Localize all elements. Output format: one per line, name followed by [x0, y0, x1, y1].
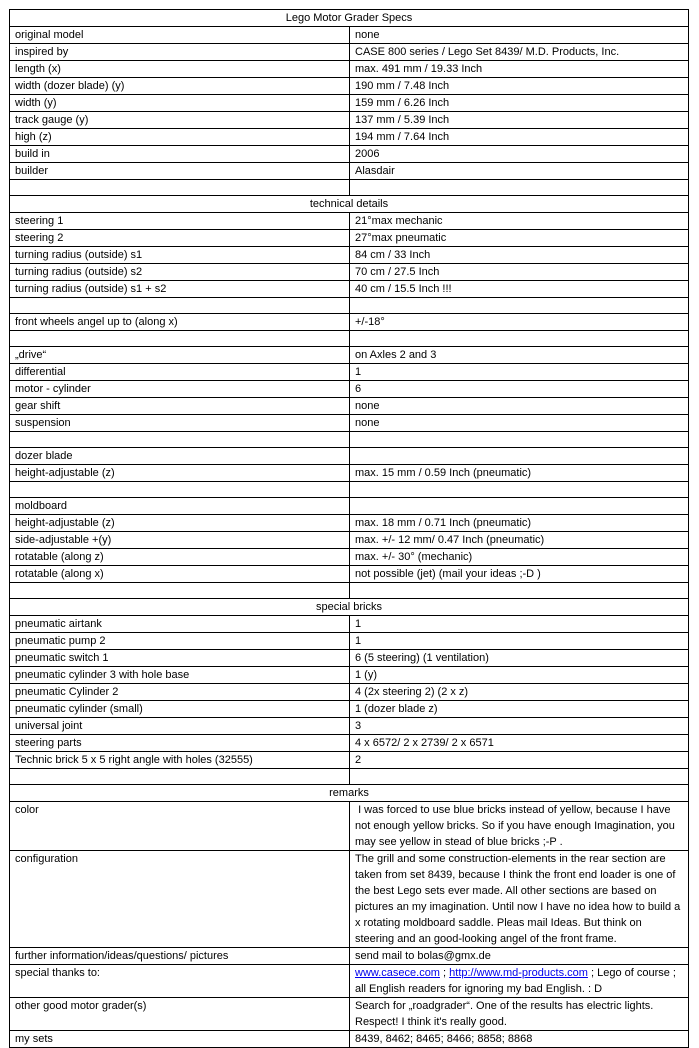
table-row — [10, 347, 689, 364]
row-label: steering parts — [10, 735, 350, 752]
empty-cell — [10, 180, 350, 196]
row-label: turning radius (outside) s1 + s2 — [10, 281, 350, 298]
row-value: 190 mm / 7.48 Inch — [350, 78, 689, 95]
row-label: gear shift — [10, 398, 350, 415]
row-label: my sets — [10, 1031, 350, 1048]
row-value: 27°max pneumatic — [350, 230, 689, 247]
row-value: 1 — [350, 616, 689, 633]
empty-cell — [10, 432, 350, 448]
table-row — [10, 415, 689, 432]
technical-header-row — [10, 196, 689, 213]
row-value: 84 cm / 33 Inch — [350, 247, 689, 264]
row-value: max. 491 mm / 19.33 Inch — [350, 61, 689, 78]
spacer-row — [10, 331, 689, 347]
remark-sets — [10, 1031, 689, 1048]
row-value: 6 — [350, 381, 689, 398]
table-row — [10, 95, 689, 112]
remark-configuration — [10, 851, 689, 948]
color-text: I was forced to use blue bricks instead of yellow, because I have not enough yellow bricks. So if you have enough Imagination, you may see yellow in stead of blue bricks ;-P . — [355, 804, 678, 848]
table-row — [10, 398, 689, 415]
empty-cell — [10, 482, 350, 498]
row-label: color — [10, 802, 350, 851]
other-text: Search for „roadgrader“. One of the results has electric lights. Respect! I think it's really good. — [355, 1000, 654, 1028]
spacer-row — [10, 482, 689, 498]
table-row — [10, 230, 689, 247]
table-row — [10, 616, 689, 633]
table-row — [10, 667, 689, 684]
section-header: technical details — [10, 196, 689, 213]
table-row — [10, 364, 689, 381]
section-header: special bricks — [10, 599, 689, 616]
remark-thanks — [10, 965, 689, 998]
row-value: on Axles 2 and 3 — [350, 347, 689, 364]
row-label: other good motor grader(s) — [10, 998, 350, 1031]
table-row — [10, 566, 689, 583]
spacer-row — [10, 432, 689, 448]
table-row — [10, 515, 689, 532]
row-value — [350, 498, 689, 515]
row-label: suspension — [10, 415, 350, 432]
thanks-separator: ; — [439, 967, 450, 979]
row-label: turning radius (outside) s1 — [10, 247, 350, 264]
row-label: motor - cylinder — [10, 381, 350, 398]
empty-cell — [350, 298, 689, 314]
config-text: The grill and some construction-elements in the rear section are taken from set 8439, because I think the front end loader is one of the best Lego sets ever made. All other sections are based on pictures an my imagination. Until now I have no idea how to build a x rotating moldboard saddle. Pleas mail Ideas. But think on steering and an good-looking angel of the front frame. — [355, 853, 681, 945]
row-label: pneumatic pump 2 — [10, 633, 350, 650]
table-row — [10, 684, 689, 701]
specs-table — [9, 9, 689, 1048]
row-value: none — [350, 415, 689, 432]
row-value: 1 — [350, 633, 689, 650]
row-label: configuration — [10, 851, 350, 948]
table-row — [10, 112, 689, 129]
row-label: high (z) — [10, 129, 350, 146]
row-value: 70 cm / 27.5 Inch — [350, 264, 689, 281]
table-row — [10, 718, 689, 735]
table-row — [10, 314, 689, 331]
empty-cell — [350, 432, 689, 448]
row-value: 40 cm / 15.5 Inch !!! — [350, 281, 689, 298]
table-row — [10, 281, 689, 298]
row-value: 194 mm / 7.64 Inch — [350, 129, 689, 146]
row-label: front wheels angel up to (along x) — [10, 314, 350, 331]
row-label: moldboard — [10, 498, 350, 515]
remark-color — [10, 802, 689, 851]
row-value — [350, 802, 689, 851]
row-label: rotatable (along z) — [10, 549, 350, 566]
remark-info — [10, 948, 689, 965]
empty-cell — [350, 583, 689, 599]
table-row — [10, 381, 689, 398]
row-label: height-adjustable (z) — [10, 515, 350, 532]
row-value: 159 mm / 6.26 Inch — [350, 95, 689, 112]
row-value: 4 x 6572/ 2 x 2739/ 2 x 6571 — [350, 735, 689, 752]
empty-cell — [350, 180, 689, 196]
row-value — [350, 998, 689, 1031]
table-row — [10, 752, 689, 769]
row-label: universal joint — [10, 718, 350, 735]
empty-cell — [10, 331, 350, 347]
table-row — [10, 701, 689, 718]
row-label: width (y) — [10, 95, 350, 112]
table-row — [10, 498, 689, 515]
table-row — [10, 61, 689, 78]
row-label: steering 1 — [10, 213, 350, 230]
row-value: 1 — [350, 364, 689, 381]
row-label: special thanks to: — [10, 965, 350, 998]
row-value: max. +/- 30° (mechanic) — [350, 549, 689, 566]
table-row — [10, 264, 689, 281]
sets-text: 8439, 8462; 8465; 8466; 8858; 8868 — [355, 1033, 533, 1045]
empty-cell — [10, 583, 350, 599]
row-label: dozer blade — [10, 448, 350, 465]
md-products-link[interactable]: http://www.md-products.com — [449, 967, 588, 979]
row-value: 3 — [350, 718, 689, 735]
table-row — [10, 650, 689, 667]
row-value: 137 mm / 5.39 Inch — [350, 112, 689, 129]
row-value — [350, 448, 689, 465]
row-label: pneumatic cylinder 3 with hole base — [10, 667, 350, 684]
table-row — [10, 448, 689, 465]
section-header: remarks — [10, 785, 689, 802]
table-row — [10, 213, 689, 230]
row-value: 6 (5 steering) (1 ventilation) — [350, 650, 689, 667]
row-value — [350, 965, 689, 998]
row-value: max. 18 mm / 0.71 Inch (pneumatic) — [350, 515, 689, 532]
row-value: max. 15 mm / 0.59 Inch (pneumatic) — [350, 465, 689, 482]
table-row — [10, 735, 689, 752]
row-value: 2006 — [350, 146, 689, 163]
bricks-header-row — [10, 599, 689, 616]
remarks-header-row — [10, 785, 689, 802]
row-label: width (dozer blade) (y) — [10, 78, 350, 95]
row-value: 21°max mechanic — [350, 213, 689, 230]
spacer-row — [10, 180, 689, 196]
spacer-row — [10, 583, 689, 599]
table-row — [10, 129, 689, 146]
empty-cell — [10, 298, 350, 314]
row-value: 1 (dozer blade z) — [350, 701, 689, 718]
row-value: max. +/- 12 mm/ 0.47 Inch (pneumatic) — [350, 532, 689, 549]
row-label: pneumatic Cylinder 2 — [10, 684, 350, 701]
row-value — [350, 851, 689, 948]
empty-cell — [350, 482, 689, 498]
spacer-row — [10, 298, 689, 314]
table-row — [10, 532, 689, 549]
row-label: inspired by — [10, 44, 350, 61]
row-value — [350, 1031, 689, 1048]
row-label: builder — [10, 163, 350, 180]
thanks-text: ; Lego of course ; all English readers for ignoring my bad English. : D — [355, 967, 676, 995]
row-value — [350, 948, 689, 965]
row-value: 4 (2x steering 2) (2 x z) — [350, 684, 689, 701]
empty-cell — [10, 769, 350, 785]
row-label: steering 2 — [10, 230, 350, 247]
row-label: original model — [10, 27, 350, 44]
row-label: rotatable (along x) — [10, 566, 350, 583]
row-label: pneumatic airtank — [10, 616, 350, 633]
row-value: +/-18° — [350, 314, 689, 331]
table-row — [10, 146, 689, 163]
row-label: pneumatic cylinder (small) — [10, 701, 350, 718]
row-label: „drive“ — [10, 347, 350, 364]
row-label: pneumatic switch 1 — [10, 650, 350, 667]
row-label: height-adjustable (z) — [10, 465, 350, 482]
table-row — [10, 44, 689, 61]
spacer-row — [10, 769, 689, 785]
empty-cell — [350, 331, 689, 347]
remark-other — [10, 998, 689, 1031]
row-value: 1 (y) — [350, 667, 689, 684]
row-value: none — [350, 398, 689, 415]
casece-link[interactable]: www.casece.com — [355, 967, 440, 979]
row-label: length (x) — [10, 61, 350, 78]
table-row — [10, 78, 689, 95]
table-row — [10, 163, 689, 180]
table-row — [10, 465, 689, 482]
row-label: track gauge (y) — [10, 112, 350, 129]
table-row — [10, 27, 689, 44]
info-text: send mail to bolas@gmx.de — [355, 950, 491, 962]
page-title: Lego Motor Grader Specs — [10, 10, 689, 27]
table-row — [10, 247, 689, 264]
row-value: not possible (jet) (mail your ideas ;-D ) — [350, 566, 689, 583]
row-value: CASE 800 series / Lego Set 8439/ M.D. Products, Inc. — [350, 44, 689, 61]
row-label: differential — [10, 364, 350, 381]
empty-cell — [350, 769, 689, 785]
row-label: side-adjustable +(y) — [10, 532, 350, 549]
row-label: further information/ideas/questions/ pictures — [10, 948, 350, 965]
row-label: turning radius (outside) s2 — [10, 264, 350, 281]
table-row — [10, 549, 689, 566]
row-value: Alasdair — [350, 163, 689, 180]
row-value: none — [350, 27, 689, 44]
title-row — [10, 10, 689, 27]
table-row — [10, 633, 689, 650]
row-label: build in — [10, 146, 350, 163]
row-value: 2 — [350, 752, 689, 769]
row-label: Technic brick 5 x 5 right angle with holes (32555) — [10, 752, 350, 769]
